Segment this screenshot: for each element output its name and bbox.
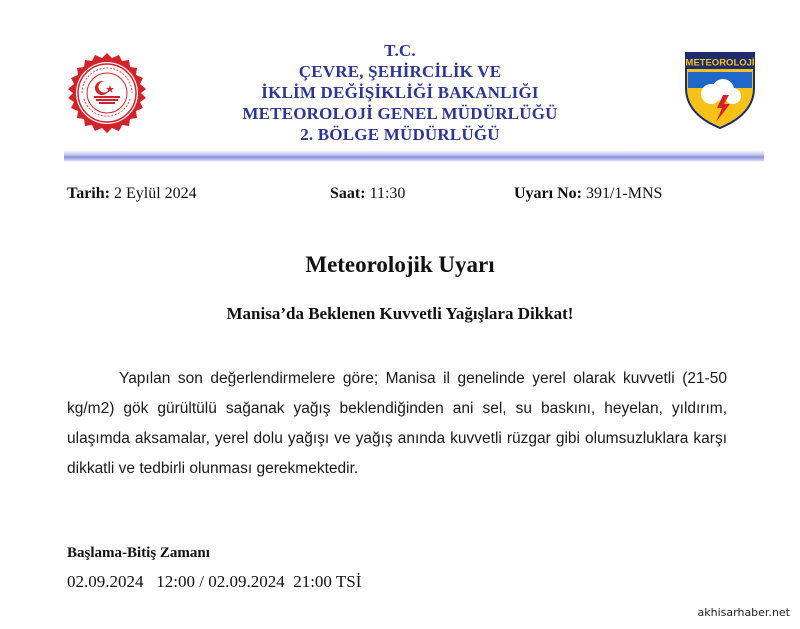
shield-text: METEOROLOJİ [685, 57, 755, 69]
warning-number-value: 391/1-MNS [585, 185, 663, 202]
document-subtitle: Manisa’da Beklenen Kuvvetli Yağışlara Dikkat! [226, 304, 574, 323]
header-line-tc: T.C. [384, 41, 416, 60]
header-line-region: 2. BÖLGE MÜDÜRLÜĞÜ [300, 125, 500, 144]
time-label: Saat: [330, 185, 366, 202]
institution-header [200, 40, 600, 145]
warning-number-field [514, 185, 662, 203]
time-field [330, 185, 405, 203]
document-title: Meteorolojik Uyarı [305, 252, 495, 277]
period-label: Başlama-Bitiş Zamanı [67, 545, 210, 561]
time-value: 11:30 [369, 185, 406, 202]
header-divider [64, 150, 764, 162]
date-field [67, 185, 197, 203]
source-watermark: akhisarhaber.net [697, 606, 790, 619]
warning-body: Yapılan son değerlendirmelere göre; Manisa il genelinde yerel olarak kuvvetli (21-50 kg/m2) gök gürültülü sağanak yağış beklendiğinden ani sel, su baskını, heyelan, yıldırım, ulaşımda aksamalar, yerel dolu yağışı ve yağış anında kuvvetli rüzgar gibi olumsuzluklara karşı dikkatli ve tedbirli olunması gerekmektedir. [67, 370, 727, 477]
warning-number-label: Uyarı No: [514, 185, 582, 202]
period-value: 02.09.2024 12:00 / 02.09.2024 21:00 TSİ [67, 572, 362, 591]
header-line-ministry-2: İKLİM DEĞİŞİKLİĞİ BAKANLIĞI [261, 83, 539, 102]
date-value: 2 Eylül 2024 [113, 185, 197, 202]
date-label: Tarih: [67, 185, 110, 202]
header-line-ministry-1: ÇEVRE, ŞEHİRCİLİK VE [298, 62, 502, 81]
header-line-directorate: METEOROLOJİ GENEL MÜDÜRLÜĞÜ [242, 104, 558, 123]
ministry-seal-icon [66, 52, 148, 134]
meteoroloji-shield-icon [683, 50, 757, 130]
